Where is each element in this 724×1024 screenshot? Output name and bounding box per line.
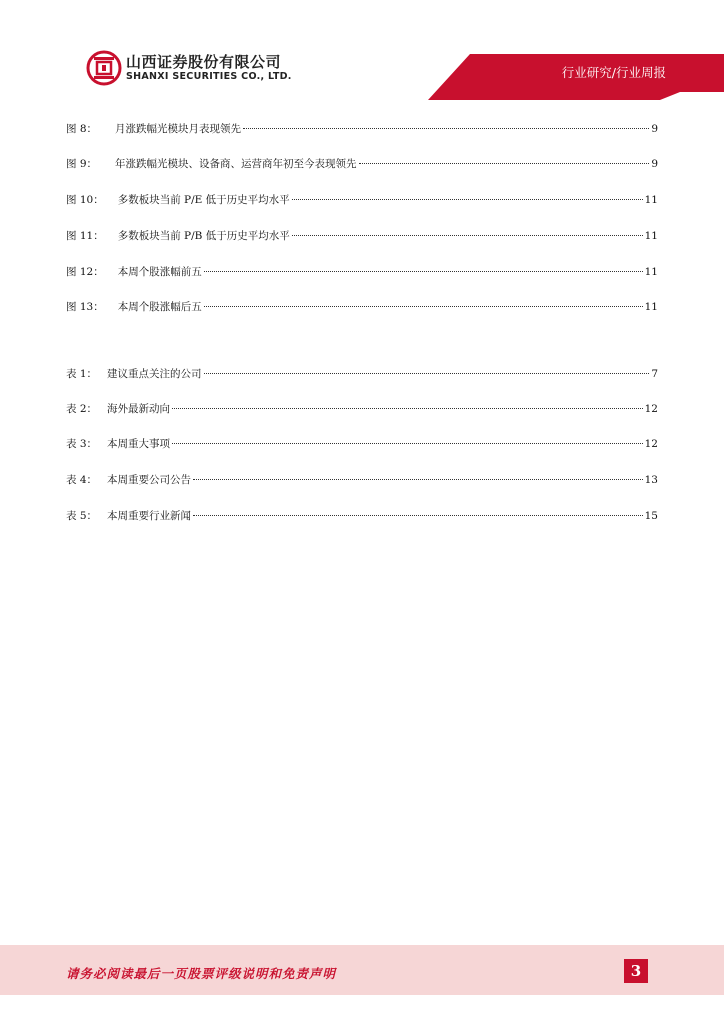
toc-title: 多数板块当前 P/E 低于历史平均水平 — [117, 194, 290, 206]
toc-leader-dots — [292, 199, 643, 200]
toc-entry-table-2[interactable] — [66, 399, 658, 419]
shanxi-securities-logo-icon — [86, 50, 122, 86]
company-name-en: SHANXI SECURITIES CO., LTD. — [126, 71, 292, 82]
toc-leader-dots — [243, 128, 649, 129]
toc-entry-figure-8[interactable] — [66, 119, 658, 139]
toc-leader-dots — [359, 163, 650, 164]
page-footer — [0, 945, 724, 995]
toc-entry-table-1[interactable] — [66, 364, 658, 384]
page-header — [0, 0, 724, 100]
company-name-cn: 山西证券股份有限公司 — [126, 53, 282, 71]
toc-title: 年涨跌幅光模块、设备商、运营商年初至今表现领先 — [115, 158, 357, 170]
toc-title: 多数板块当前 P/B 低于历史平均水平 — [117, 230, 290, 242]
toc-title: 本周重要公司公告 — [107, 474, 192, 486]
toc-page-number: 7 — [651, 368, 658, 380]
toc-entry-table-4[interactable] — [66, 470, 658, 490]
toc-page-number: 12 — [644, 438, 658, 450]
toc-page-number: 9 — [651, 158, 658, 170]
toc-label: 图 13： — [66, 301, 104, 313]
toc-entry-figure-13[interactable] — [66, 297, 658, 317]
toc-entry-figure-10[interactable] — [66, 190, 658, 210]
toc-page-number: 15 — [644, 510, 658, 522]
toc-title: 本周重大事项 — [107, 438, 171, 450]
footer-disclaimer: 请务必阅读最后一页股票评级说明和免责声明 — [66, 966, 337, 981]
toc-leader-dots — [204, 373, 650, 374]
toc-page-number: 11 — [644, 230, 658, 242]
report-type: 行业研究/行业周报 — [561, 65, 666, 80]
toc-label: 表 5： — [66, 510, 98, 522]
toc-leader-dots — [204, 306, 643, 307]
toc-leader-dots — [172, 443, 643, 444]
toc-title: 本周重要行业新闻 — [107, 510, 192, 522]
toc-title: 月涨跌幅光模块月表现领先 — [115, 123, 242, 135]
toc-label: 图 12： — [66, 266, 104, 278]
toc-label: 图 10： — [66, 194, 104, 206]
toc-title: 海外最新动向 — [107, 403, 171, 415]
toc-leader-dots — [292, 235, 643, 236]
toc-entry-table-5[interactable] — [66, 506, 658, 526]
toc-label: 图 11： — [66, 230, 104, 242]
toc-title: 建议重点关注的公司 — [107, 368, 202, 380]
toc-title: 本周个股涨幅后五 — [117, 301, 202, 313]
toc-label: 表 1： — [66, 368, 98, 380]
toc-title: 本周个股涨幅前五 — [117, 266, 202, 278]
page-number: 3 — [624, 959, 648, 983]
toc-label: 表 4： — [66, 474, 98, 486]
toc-page-number: 11 — [644, 194, 658, 206]
toc-label: 图 9： — [66, 158, 98, 170]
toc-entry-figure-11[interactable] — [66, 226, 658, 246]
toc-page-number: 9 — [651, 123, 658, 135]
toc-label: 表 3： — [66, 438, 98, 450]
toc-page-number: 13 — [644, 474, 658, 486]
toc-page-number: 11 — [644, 301, 658, 313]
toc-entry-figure-9[interactable] — [66, 154, 658, 174]
toc-leader-dots — [193, 515, 643, 516]
toc-label: 表 2： — [66, 403, 98, 415]
toc-entry-figure-12[interactable] — [66, 262, 658, 282]
toc-label: 图 8： — [66, 123, 98, 135]
toc-entry-table-3[interactable] — [66, 434, 658, 454]
toc-leader-dots — [204, 271, 643, 272]
toc-leader-dots — [193, 479, 643, 480]
toc-leader-dots — [172, 408, 643, 409]
toc-page-number: 11 — [644, 266, 658, 278]
toc-page-number: 12 — [644, 403, 658, 415]
